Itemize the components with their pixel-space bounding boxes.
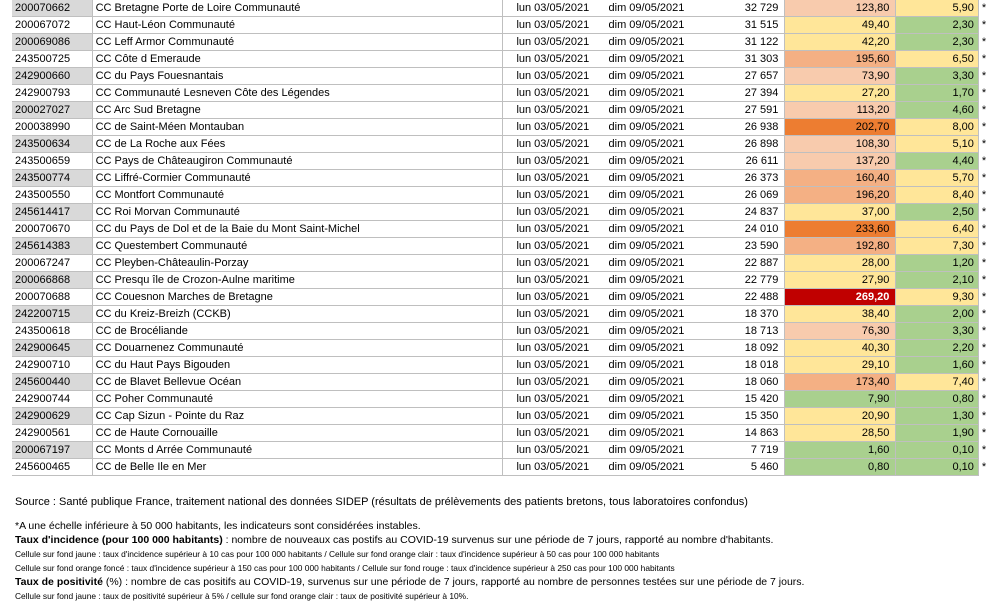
cell-incidence: 73,90: [785, 68, 896, 85]
table-row: [12, 408, 994, 425]
cell-population: 24 010: [699, 221, 785, 238]
cell-end-date: dim 09/05/2021: [603, 408, 700, 425]
cell-start-date: lun 03/05/2021: [503, 51, 603, 68]
incidence-text: : nombre de nouveaux cas postifs au COVID-19 survenus sur une période de 7 jours, rapporté au nombre d'habitants.: [222, 534, 774, 546]
cell-instability-mark: *: [978, 238, 994, 255]
cell-end-date: dim 09/05/2021: [603, 170, 700, 187]
cell-code: 243500550: [12, 187, 92, 204]
cell-name: CC Douarnenez Communauté: [92, 340, 503, 357]
cell-name: CC Liffré-Cormier Communauté: [92, 170, 503, 187]
incidence-definition: [15, 533, 985, 547]
cell-code: 242900660: [12, 68, 92, 85]
cell-code: 200070670: [12, 221, 92, 238]
cell-instability-mark: *: [978, 442, 994, 459]
cell-end-date: dim 09/05/2021: [603, 306, 700, 323]
cell-positivity: 1,70: [896, 85, 979, 102]
table-row: [12, 17, 994, 34]
cell-instability-mark: *: [978, 153, 994, 170]
cell-positivity: 9,30: [896, 289, 979, 306]
cell-end-date: dim 09/05/2021: [603, 374, 700, 391]
cell-end-date: dim 09/05/2021: [603, 153, 700, 170]
table-row: [12, 102, 994, 119]
cell-positivity: 6,50: [896, 51, 979, 68]
cell-code: 245600440: [12, 374, 92, 391]
cell-population: 26 898: [699, 136, 785, 153]
cell-code: 242900629: [12, 408, 92, 425]
table-row: [12, 153, 994, 170]
cell-positivity: 0,80: [896, 391, 979, 408]
cell-end-date: dim 09/05/2021: [603, 357, 700, 374]
positivity-text: (%) : nombre de cas positifs au COVID-19, survenus sur une période de 7 jours, rapporté au nombre de personnes testées sur une période de 7 jours.: [102, 576, 805, 588]
cell-start-date: lun 03/05/2021: [503, 306, 603, 323]
cell-name: CC du Pays de Dol et de la Baie du Mont Saint-Michel: [92, 221, 503, 238]
cell-population: 31 515: [699, 17, 785, 34]
cell-positivity: 5,70: [896, 170, 979, 187]
cell-population: 22 488: [699, 289, 785, 306]
cell-code: 243500634: [12, 136, 92, 153]
cell-start-date: lun 03/05/2021: [503, 255, 603, 272]
cell-instability-mark: *: [978, 170, 994, 187]
cell-incidence: 28,00: [785, 255, 896, 272]
table-row: [12, 85, 994, 102]
cell-positivity: 6,40: [896, 221, 979, 238]
cell-population: 15 350: [699, 408, 785, 425]
cell-end-date: dim 09/05/2021: [603, 340, 700, 357]
cell-population: 7 719: [699, 442, 785, 459]
cell-population: 32 729: [699, 0, 785, 17]
cell-positivity: 1,90: [896, 425, 979, 442]
table-row: [12, 425, 994, 442]
cell-end-date: dim 09/05/2021: [603, 68, 700, 85]
cell-code: 242900710: [12, 357, 92, 374]
cell-positivity: 0,10: [896, 459, 979, 476]
cell-instability-mark: *: [978, 51, 994, 68]
cell-start-date: lun 03/05/2021: [503, 238, 603, 255]
cell-code: 243500725: [12, 51, 92, 68]
cell-population: 26 069: [699, 187, 785, 204]
cell-end-date: dim 09/05/2021: [603, 119, 700, 136]
cell-name: CC Roi Morvan Communauté: [92, 204, 503, 221]
cell-code: 242900744: [12, 391, 92, 408]
cell-population: 23 590: [699, 238, 785, 255]
cell-instability-mark: *: [978, 119, 994, 136]
table-row: [12, 272, 994, 289]
cell-code: 242900561: [12, 425, 92, 442]
cell-code: 200070662: [12, 0, 92, 17]
cell-instability-mark: *: [978, 17, 994, 34]
cell-population: 15 420: [699, 391, 785, 408]
cell-name: CC de La Roche aux Fées: [92, 136, 503, 153]
cell-start-date: lun 03/05/2021: [503, 272, 603, 289]
cell-instability-mark: *: [978, 136, 994, 153]
cell-incidence: 137,20: [785, 153, 896, 170]
cell-incidence: 1,60: [785, 442, 896, 459]
cell-instability-mark: *: [978, 340, 994, 357]
cell-start-date: lun 03/05/2021: [503, 204, 603, 221]
cell-end-date: dim 09/05/2021: [603, 425, 700, 442]
cell-code: 245600465: [12, 459, 92, 476]
cell-start-date: lun 03/05/2021: [503, 102, 603, 119]
positivity-legend: Cellule sur fond jaune : taux de positivité supérieur à 5% / cellule sur fond orange clair : taux de positivité supérieur à 10%.: [15, 591, 469, 601]
table-row: [12, 170, 994, 187]
table-body: [12, 0, 994, 476]
cell-incidence: 28,50: [785, 425, 896, 442]
cell-end-date: dim 09/05/2021: [603, 289, 700, 306]
table-row: [12, 34, 994, 51]
cell-positivity: 1,60: [896, 357, 979, 374]
cell-name: CC Pays de Châteaugiron Communauté: [92, 153, 503, 170]
cell-positivity: 1,30: [896, 408, 979, 425]
cell-code: 242200715: [12, 306, 92, 323]
cell-name: CC Communauté Lesneven Côte des Légendes: [92, 85, 503, 102]
table-row: [12, 357, 994, 374]
cell-name: CC Arc Sud Bretagne: [92, 102, 503, 119]
cell-code: 245614383: [12, 238, 92, 255]
cell-incidence: 42,20: [785, 34, 896, 51]
incidence-legend-2: Cellule sur fond orange foncé : taux d'incidence supérieur à 150 cas pour 100 000 habitants / Cellule sur fond rouge : taux d'incidence supérieur à 250 cas pour 100 000 habitants: [15, 563, 675, 573]
cell-population: 26 373: [699, 170, 785, 187]
cell-instability-mark: *: [978, 34, 994, 51]
cell-incidence: 113,20: [785, 102, 896, 119]
cell-start-date: lun 03/05/2021: [503, 136, 603, 153]
cell-population: 26 938: [699, 119, 785, 136]
table-row: [12, 306, 994, 323]
cell-incidence: 202,70: [785, 119, 896, 136]
table-row: [12, 204, 994, 221]
cell-instability-mark: *: [978, 0, 994, 17]
cell-name: CC de Belle Ile en Mer: [92, 459, 503, 476]
cell-name: CC Cap Sizun - Pointe du Raz: [92, 408, 503, 425]
cell-start-date: lun 03/05/2021: [503, 340, 603, 357]
cell-name: CC de Brocéliande: [92, 323, 503, 340]
cell-incidence: 27,90: [785, 272, 896, 289]
cell-code: 200070688: [12, 289, 92, 306]
cell-instability-mark: *: [978, 459, 994, 476]
cell-positivity: 3,30: [896, 68, 979, 85]
cell-positivity: 5,10: [896, 136, 979, 153]
table-row: [12, 391, 994, 408]
cell-population: 27 394: [699, 85, 785, 102]
cell-end-date: dim 09/05/2021: [603, 136, 700, 153]
cell-code: 200038990: [12, 119, 92, 136]
table-row: [12, 187, 994, 204]
cell-start-date: lun 03/05/2021: [503, 34, 603, 51]
cell-name: CC de Haute Cornouaille: [92, 425, 503, 442]
cell-code: 242900645: [12, 340, 92, 357]
cell-incidence: 269,20: [785, 289, 896, 306]
positivity-definition: [15, 575, 985, 589]
cell-start-date: lun 03/05/2021: [503, 357, 603, 374]
cell-start-date: lun 03/05/2021: [503, 323, 603, 340]
cell-start-date: lun 03/05/2021: [503, 68, 603, 85]
notes-section: [15, 495, 985, 603]
cell-incidence: 37,00: [785, 204, 896, 221]
cell-incidence: 195,60: [785, 51, 896, 68]
table-row: [12, 289, 994, 306]
cell-positivity: 4,60: [896, 102, 979, 119]
cell-instability-mark: *: [978, 357, 994, 374]
cell-start-date: lun 03/05/2021: [503, 374, 603, 391]
cell-positivity: 4,40: [896, 153, 979, 170]
cell-incidence: 108,30: [785, 136, 896, 153]
cell-incidence: 233,60: [785, 221, 896, 238]
cell-instability-mark: *: [978, 255, 994, 272]
cell-positivity: 2,50: [896, 204, 979, 221]
cell-instability-mark: *: [978, 374, 994, 391]
cell-name: CC Questembert Communauté: [92, 238, 503, 255]
star-note: *A une échelle inférieure à 50 000 habitants, les indicateurs sont considérées instables.: [15, 520, 421, 532]
cell-start-date: lun 03/05/2021: [503, 0, 603, 17]
cell-name: CC Presqu île de Crozon-Aulne maritime: [92, 272, 503, 289]
cell-name: CC du Pays Fouesnantais: [92, 68, 503, 85]
table-row: [12, 51, 994, 68]
table-row: [12, 459, 994, 476]
cell-start-date: lun 03/05/2021: [503, 221, 603, 238]
cell-start-date: lun 03/05/2021: [503, 119, 603, 136]
epci-data-table: [12, 0, 994, 476]
incidence-legend-1: Cellule sur fond jaune : taux d'incidence supérieur à 10 cas pour 100 000 habitants / Cellule sur fond orange clair : taux d'incidence supérieur à 50 cas pour 100 000 habitants: [15, 549, 660, 559]
cell-end-date: dim 09/05/2021: [603, 187, 700, 204]
cell-end-date: dim 09/05/2021: [603, 323, 700, 340]
cell-positivity: 2,20: [896, 340, 979, 357]
cell-incidence: 40,30: [785, 340, 896, 357]
cell-code: 200067072: [12, 17, 92, 34]
cell-end-date: dim 09/05/2021: [603, 51, 700, 68]
cell-instability-mark: *: [978, 85, 994, 102]
cell-incidence: 20,90: [785, 408, 896, 425]
cell-population: 14 863: [699, 425, 785, 442]
cell-name: CC Montfort Communauté: [92, 187, 503, 204]
cell-instability-mark: *: [978, 68, 994, 85]
cell-start-date: lun 03/05/2021: [503, 85, 603, 102]
table-row: [12, 221, 994, 238]
cell-end-date: dim 09/05/2021: [603, 391, 700, 408]
cell-code: 200066868: [12, 272, 92, 289]
cell-incidence: 29,10: [785, 357, 896, 374]
cell-name: CC du Kreiz-Breizh (CCKB): [92, 306, 503, 323]
cell-population: 5 460: [699, 459, 785, 476]
cell-end-date: dim 09/05/2021: [603, 442, 700, 459]
cell-instability-mark: *: [978, 272, 994, 289]
cell-positivity: 8,00: [896, 119, 979, 136]
cell-name: CC de Blavet Bellevue Océan: [92, 374, 503, 391]
cell-population: 18 370: [699, 306, 785, 323]
cell-positivity: 2,30: [896, 34, 979, 51]
cell-start-date: lun 03/05/2021: [503, 425, 603, 442]
cell-end-date: dim 09/05/2021: [603, 272, 700, 289]
cell-incidence: 123,80: [785, 0, 896, 17]
cell-population: 24 837: [699, 204, 785, 221]
incidence-term: Taux d'incidence (pour 100 000 habitants): [15, 534, 223, 546]
table-row: [12, 0, 994, 17]
cell-positivity: 8,40: [896, 187, 979, 204]
cell-name: CC Pleyben-Châteaulin-Porzay: [92, 255, 503, 272]
cell-positivity: 2,30: [896, 17, 979, 34]
cell-name: CC Haut-Léon Communauté: [92, 17, 503, 34]
cell-code: 243500774: [12, 170, 92, 187]
cell-population: 27 591: [699, 102, 785, 119]
cell-population: 22 887: [699, 255, 785, 272]
table-row: [12, 119, 994, 136]
cell-code: 200069086: [12, 34, 92, 51]
cell-name: CC Bretagne Porte de Loire Communauté: [92, 0, 503, 17]
cell-start-date: lun 03/05/2021: [503, 459, 603, 476]
cell-end-date: dim 09/05/2021: [603, 238, 700, 255]
cell-incidence: 49,40: [785, 17, 896, 34]
cell-end-date: dim 09/05/2021: [603, 0, 700, 17]
cell-positivity: 7,40: [896, 374, 979, 391]
cell-incidence: 173,40: [785, 374, 896, 391]
cell-name: CC du Haut Pays Bigouden: [92, 357, 503, 374]
cell-population: 31 122: [699, 34, 785, 51]
cell-incidence: 27,20: [785, 85, 896, 102]
cell-positivity: 5,90: [896, 0, 979, 17]
cell-population: 18 713: [699, 323, 785, 340]
table-row: [12, 323, 994, 340]
cell-name: CC Côte d Emeraude: [92, 51, 503, 68]
cell-population: 27 657: [699, 68, 785, 85]
cell-end-date: dim 09/05/2021: [603, 102, 700, 119]
cell-start-date: lun 03/05/2021: [503, 170, 603, 187]
cell-incidence: 196,20: [785, 187, 896, 204]
cell-positivity: 0,10: [896, 442, 979, 459]
cell-start-date: lun 03/05/2021: [503, 391, 603, 408]
cell-population: 18 060: [699, 374, 785, 391]
cell-incidence: 192,80: [785, 238, 896, 255]
cell-instability-mark: *: [978, 391, 994, 408]
cell-positivity: 2,00: [896, 306, 979, 323]
cell-population: 31 303: [699, 51, 785, 68]
cell-end-date: dim 09/05/2021: [603, 204, 700, 221]
cell-population: 18 092: [699, 340, 785, 357]
cell-instability-mark: *: [978, 323, 994, 340]
cell-population: 18 018: [699, 357, 785, 374]
cell-code: 200067197: [12, 442, 92, 459]
source-note: Source : Santé publique France, traitement national des données SIDEP (résultats de prélèvements des patients bretons, tous laboratoires confondus): [15, 496, 748, 508]
cell-instability-mark: *: [978, 289, 994, 306]
positivity-term: Taux de positivité: [15, 576, 103, 588]
cell-start-date: lun 03/05/2021: [503, 408, 603, 425]
cell-end-date: dim 09/05/2021: [603, 255, 700, 272]
table-row: [12, 136, 994, 153]
cell-instability-mark: *: [978, 408, 994, 425]
cell-end-date: dim 09/05/2021: [603, 85, 700, 102]
cell-start-date: lun 03/05/2021: [503, 153, 603, 170]
cell-incidence: 160,40: [785, 170, 896, 187]
cell-name: CC de Saint-Méen Montauban: [92, 119, 503, 136]
table-row: [12, 68, 994, 85]
cell-positivity: 2,10: [896, 272, 979, 289]
cell-start-date: lun 03/05/2021: [503, 17, 603, 34]
cell-instability-mark: *: [978, 102, 994, 119]
table-row: [12, 255, 994, 272]
cell-end-date: dim 09/05/2021: [603, 34, 700, 51]
cell-name: CC Poher Communauté: [92, 391, 503, 408]
cell-code: 245614417: [12, 204, 92, 221]
cell-instability-mark: *: [978, 204, 994, 221]
cell-end-date: dim 09/05/2021: [603, 459, 700, 476]
cell-instability-mark: *: [978, 187, 994, 204]
cell-code: 243500659: [12, 153, 92, 170]
cell-instability-mark: *: [978, 306, 994, 323]
table-row: [12, 442, 994, 459]
cell-population: 22 779: [699, 272, 785, 289]
cell-code: 243500618: [12, 323, 92, 340]
cell-positivity: 1,20: [896, 255, 979, 272]
cell-end-date: dim 09/05/2021: [603, 221, 700, 238]
cell-incidence: 7,90: [785, 391, 896, 408]
cell-code: 200067247: [12, 255, 92, 272]
cell-instability-mark: *: [978, 221, 994, 238]
cell-name: CC Leff Armor Communauté: [92, 34, 503, 51]
cell-name: CC Monts d Arrée Communauté: [92, 442, 503, 459]
cell-name: CC Couesnon Marches de Bretagne: [92, 289, 503, 306]
cell-population: 26 611: [699, 153, 785, 170]
cell-start-date: lun 03/05/2021: [503, 289, 603, 306]
cell-code: 242900793: [12, 85, 92, 102]
table-row: [12, 238, 994, 255]
cell-positivity: 7,30: [896, 238, 979, 255]
table-row: [12, 374, 994, 391]
cell-positivity: 3,30: [896, 323, 979, 340]
cell-start-date: lun 03/05/2021: [503, 442, 603, 459]
cell-end-date: dim 09/05/2021: [603, 17, 700, 34]
cell-start-date: lun 03/05/2021: [503, 187, 603, 204]
cell-incidence: 0,80: [785, 459, 896, 476]
cell-incidence: 76,30: [785, 323, 896, 340]
cell-code: 200027027: [12, 102, 92, 119]
cell-instability-mark: *: [978, 425, 994, 442]
cell-incidence: 38,40: [785, 306, 896, 323]
table-row: [12, 340, 994, 357]
